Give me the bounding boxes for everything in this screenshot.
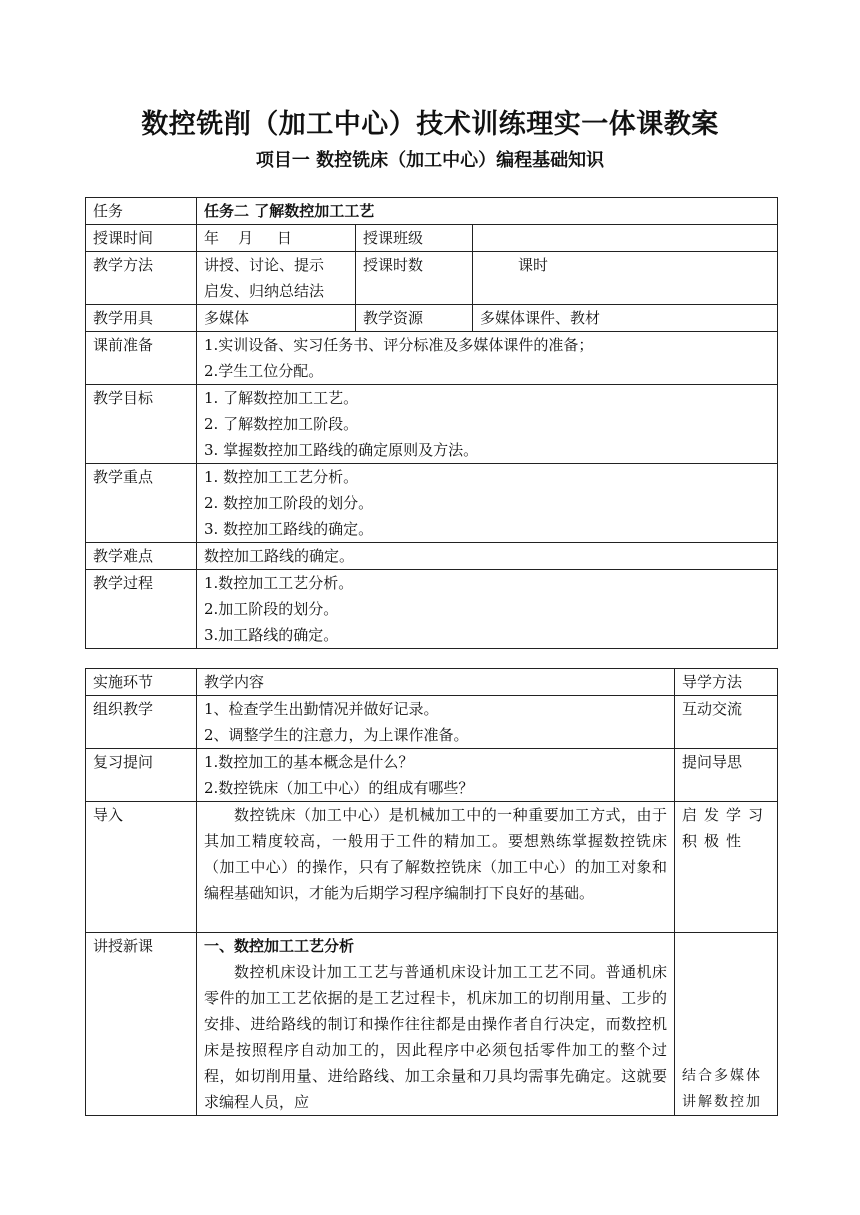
guide-cell: 提问导思 — [675, 749, 778, 802]
content-paragraph: 数控机床设计加工工艺与普通机床设计加工工艺不同。普通机床零件的加工工艺依据的是工艺过程卡，机床加工的切削用量、工步的安排、进给路线的制订和操作往往都是由操作者自行决定，而数控机床是按照程序自动加工的，因此程序中必须包括零件加工的整个过程，如切削用量、进给路线、加工余量和刀具均需事先确定。这就要求编程人员，应 — [204, 963, 667, 1111]
process-line: 3.加工路线的确定。 — [204, 626, 339, 644]
key-line: 1. 数控加工工艺分析。 — [204, 468, 359, 486]
task-label: 任务 — [86, 198, 197, 225]
goal-label: 教学目标 — [86, 385, 197, 464]
header-stage: 实施环节 — [86, 669, 197, 696]
table-row — [86, 225, 778, 252]
process-label: 教学过程 — [86, 570, 197, 649]
content-cell — [197, 696, 675, 749]
header-content: 教学内容 — [197, 669, 675, 696]
table-row — [86, 802, 778, 933]
prep-content — [197, 332, 778, 385]
resources-value: 多媒体课件、教材 — [473, 305, 778, 332]
table-row — [86, 252, 778, 305]
stage-cell: 复习提问 — [86, 749, 197, 802]
method-value-line: 讲授、讨论、提示 — [204, 256, 325, 274]
class-label: 授课班级 — [356, 225, 473, 252]
method-label: 教学方法 — [86, 252, 197, 305]
content-line: 2.数控铣床（加工中心）的组成有哪些？ — [204, 779, 474, 797]
hours-value: 课时 — [473, 252, 778, 305]
content-paragraph: 数控铣床（加工中心）是机械加工中的一种重要加工方式，由于其加工精度较高，一般用于工件的精加工。要想熟练掌握数控铣床（加工中心）的操作，只有了解数控铣床（加工中心）的加工对象和编程基础知识，才能为后期学习程序编制打下良好的基础。 — [204, 806, 667, 902]
difficulty-value: 数控加工路线的确定。 — [197, 543, 778, 570]
content-line: 1、检查学生出勤情况并做好记录。 — [204, 700, 439, 718]
key-label: 教学重点 — [86, 464, 197, 543]
prep-line: 2.学生工位分配。 — [204, 362, 324, 380]
method-value-line: 启发、归纳总结法 — [204, 282, 325, 300]
resources-label: 教学资源 — [356, 305, 473, 332]
time-value: 年 月 日 — [197, 225, 356, 252]
table-row — [86, 933, 778, 1116]
table-row — [86, 332, 778, 385]
table-row — [86, 305, 778, 332]
stage-cell: 讲授新课 — [86, 933, 197, 1116]
page-subtitle: 项目一 数控铣床（加工中心）编程基础知识 — [255, 150, 605, 171]
table-row — [86, 570, 778, 649]
guide-cell: 结合多媒体讲解数控加 — [675, 933, 778, 1116]
prep-line: 1.实训设备、实习任务书、评分标准及多媒体课件的准备； — [204, 336, 594, 354]
table-header-row — [86, 669, 778, 696]
table-row — [86, 696, 778, 749]
table-row — [86, 749, 778, 802]
goal-line: 2. 了解数控加工阶段。 — [204, 415, 359, 433]
content-line: 2、调整学生的注意力，为上课作准备。 — [204, 726, 469, 744]
method-value — [197, 252, 356, 305]
table-row — [86, 464, 778, 543]
process-line: 2.加工阶段的划分。 — [204, 600, 339, 618]
table-row — [86, 543, 778, 570]
header-guide: 导学方法 — [675, 669, 778, 696]
key-line: 2. 数控加工阶段的划分。 — [204, 494, 374, 512]
key-line: 3. 数控加工路线的确定。 — [204, 520, 374, 538]
table-row — [86, 385, 778, 464]
stage-cell: 导入 — [86, 802, 197, 933]
process-line: 1.数控加工工艺分析。 — [204, 574, 354, 592]
tools-label: 教学用具 — [86, 305, 197, 332]
content-heading: 一、数控加工工艺分析 — [204, 937, 355, 955]
prep-label: 课前准备 — [86, 332, 197, 385]
difficulty-label: 教学难点 — [86, 543, 197, 570]
task-value: 任务二 了解数控加工工艺 — [197, 198, 778, 225]
guide-cell: 启发学习积极性 — [675, 802, 778, 933]
content-line: 1.数控加工的基本概念是什么？ — [204, 753, 414, 771]
hours-label: 授课时数 — [356, 252, 473, 305]
guide-cell: 互动交流 — [675, 696, 778, 749]
tools-value: 多媒体 — [197, 305, 356, 332]
stage-cell: 组织教学 — [86, 696, 197, 749]
implementation-table — [85, 668, 778, 1116]
page-title: 数控铣削（加工中心）技术训练理实一体课教案 — [141, 109, 719, 140]
process-content — [197, 570, 778, 649]
goal-content — [197, 385, 778, 464]
key-content — [197, 464, 778, 543]
content-cell — [197, 802, 675, 933]
time-label: 授课时间 — [86, 225, 197, 252]
content-cell — [197, 749, 675, 802]
goal-line: 1. 了解数控加工工艺。 — [204, 389, 359, 407]
content-cell — [197, 933, 675, 1116]
lesson-info-table — [85, 197, 778, 649]
table-row — [86, 198, 778, 225]
class-value — [473, 225, 778, 252]
goal-line: 3. 掌握数控加工路线的确定原则及方法。 — [204, 441, 479, 459]
